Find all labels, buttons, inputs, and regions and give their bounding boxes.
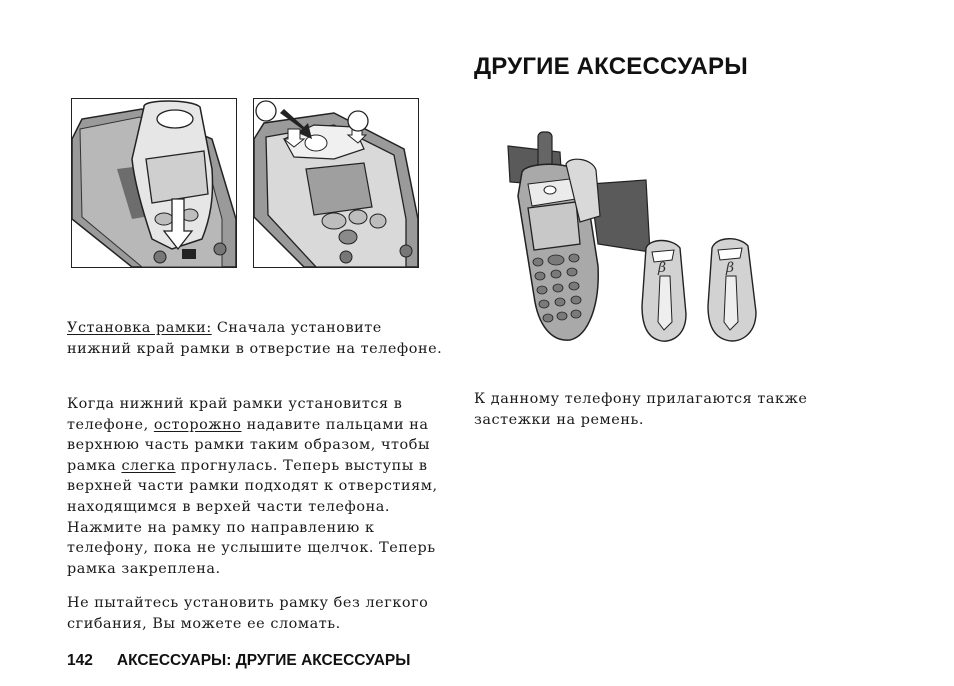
footer-section-title: АКСЕССУАРЫ: ДРУГИЕ АКСЕССУАРЫ: [116, 652, 411, 669]
phone-with-belt-clips-illustration: [500, 126, 780, 356]
phone-screen: [528, 202, 580, 250]
instruction-text-part1: Когда нижний край рамки установится в телефоне,: [67, 396, 403, 433]
belt-clip-1: [642, 241, 686, 342]
svg-text:β: β: [726, 260, 735, 276]
instruction-paragraph-2: [67, 394, 447, 579]
page-heading: ДРУГИЕ АКСЕССУАРЫ: [474, 53, 748, 80]
instruction-text-part3: прогнулась. Теперь выступы в верхней части рамки подходят к отверстиям, находящимся в верхей части телефона. Нажмите на рамку по направлению к телефону, пока не услышите щелчок. Теперь рамка закреплена.: [67, 457, 438, 577]
belt-clip-caption: К данному телефону прилагаются также застежки на ремень.: [474, 391, 808, 428]
instruction-text: Сначала установите нижний край рамки в отверстие на телефоне.: [67, 320, 443, 357]
instruction-paragraph-1: [67, 318, 447, 359]
frame-install-illustration-step2: [253, 98, 419, 268]
warning-paragraph: Не пытайтесь установить рамку без легкого сгибания, Вы можете ее сломать.: [67, 595, 429, 632]
page-footer: [67, 652, 410, 670]
emphasis-carefully: осторожно: [153, 416, 242, 433]
svg-text:β: β: [658, 260, 667, 276]
instruction-lead: Установка рамки:: [67, 320, 212, 336]
frame-install-illustration-step1: [71, 98, 237, 268]
page-number: 142: [67, 652, 93, 669]
emphasis-slightly: слегка: [121, 457, 176, 474]
belt-clip-2: [708, 239, 756, 341]
instruction-text-part2: надавите пальцами на верхнюю часть рамки таким образом, чтобы рамка: [67, 416, 430, 474]
